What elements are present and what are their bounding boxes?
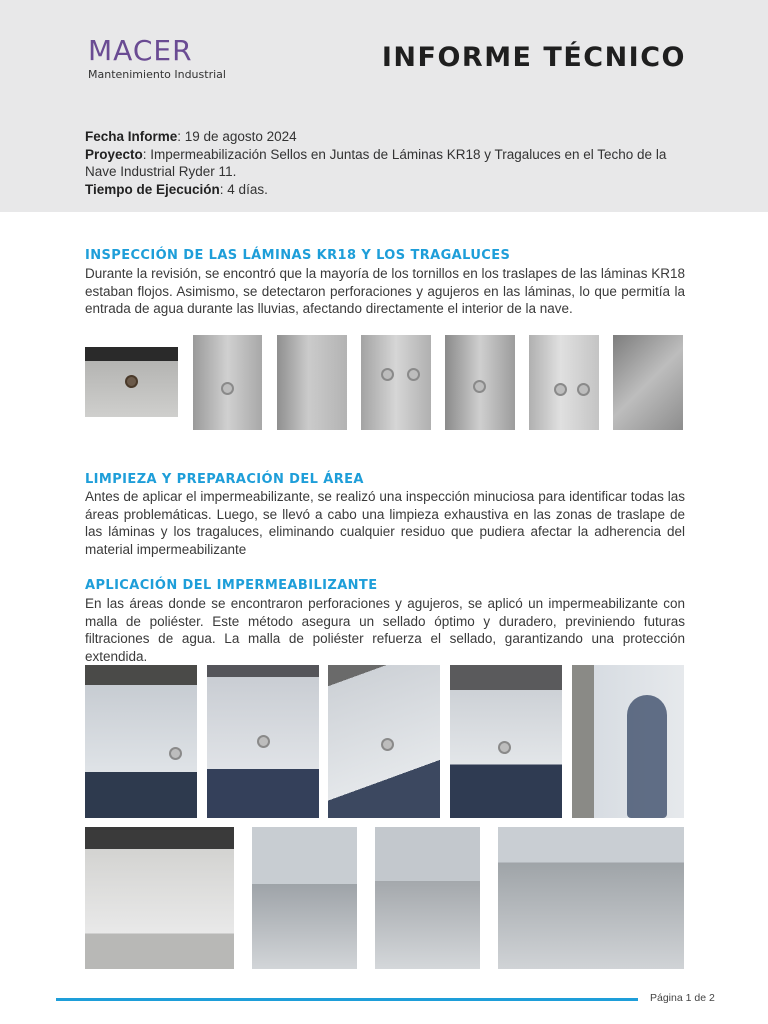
fecha-value: : 19 de agosto 2024 (177, 129, 297, 144)
bolt-icon (169, 747, 182, 760)
proyecto-label: Proyecto (85, 146, 143, 162)
bolt-icon (125, 375, 138, 388)
photo-roof-3 (498, 827, 684, 969)
photo-inspection-2 (193, 335, 262, 430)
bolt-icon (473, 380, 486, 393)
bolt-icon (221, 382, 234, 395)
meta-tiempo (85, 181, 685, 199)
tiempo-value: : 4 días. (219, 181, 268, 197)
company-logo (88, 36, 226, 81)
photo-application-3 (328, 665, 440, 818)
tiempo-label: Tiempo de Ejecución (85, 181, 220, 197)
section-heading-limpieza: LIMPIEZA Y PREPARACIÓN DEL ÁREA (85, 472, 364, 487)
report-header (0, 0, 768, 212)
bolt-icon (381, 368, 394, 381)
bolt-icon (407, 368, 420, 381)
report-meta (85, 128, 685, 198)
bolt-icon (498, 741, 511, 754)
logo-subtitle: Mantenimiento Industrial (88, 68, 226, 81)
section-body-aplicacion: En las áreas donde se encontraron perforaciones y agujeros, se aplicó un impermeabilizante con malla de poliéster. Este método asegura un sellado óptimo y duradero, previniendo futuras filtraciones de agua. La malla de poliéster refuerza el sellado, garantizando una protección extendida. (85, 596, 685, 664)
photo-roof-2 (375, 827, 480, 969)
photo-inspection-5 (445, 335, 515, 430)
document-title: INFORME TÉCNICO (381, 42, 686, 73)
photo-inspection-4 (361, 335, 431, 430)
fecha-label: Fecha Informe (85, 129, 178, 144)
section-body-limpieza: Antes de aplicar el impermeabilizante, se realizó una inspección minuciosa para identificar todas las áreas problemáticas. Luego, se llevó a cabo una limpieza exhaustiva en las zonas de traslape de las láminas y los tragaluces, eliminando cualquier residuo que pudiera afectar la adherencia del material impermeabilizante (85, 489, 685, 557)
meta-proyecto (85, 146, 685, 181)
bolt-icon (554, 383, 567, 396)
section-heading-inspeccion: INSPECCIÓN DE LAS LÁMINAS KR18 Y LOS TRAGALUCES (85, 248, 511, 263)
photo-application-1 (85, 665, 197, 818)
photo-application-2 (207, 665, 319, 818)
photo-inspection-6 (529, 335, 599, 430)
photo-roof-1 (252, 827, 357, 969)
meta-fecha (85, 128, 685, 146)
footer-divider (56, 998, 638, 1001)
bolt-icon (257, 735, 270, 748)
page-number: Página 1 de 2 (650, 992, 715, 1004)
photo-inspection-3 (277, 335, 347, 430)
photo-application-4 (450, 665, 562, 818)
section-heading-aplicacion: APLICACIÓN DEL IMPERMEABILIZANTE (85, 578, 378, 593)
photo-inspection-1 (85, 347, 178, 417)
shadow-shape (627, 695, 667, 818)
photo-application-5 (572, 665, 684, 818)
bolt-icon (577, 383, 590, 396)
logo-name: MACER (88, 34, 193, 67)
proyecto-value: : Impermeabilización Sellos en Juntas de Láminas KR18 y Tragaluces en el Techo de la Nave Industrial Ryder 11. (85, 146, 667, 179)
bolt-icon (381, 738, 394, 751)
section-body-inspeccion: Durante la revisión, se encontró que la mayoría de los tornillos en los traslapes de las láminas KR18 estaban flojos. Asimismo, se detectaron perforaciones y agujeros en las láminas, lo que permitía la entrada de agua durante las lluvias, afectando directamente el interior de la nave. (85, 266, 685, 316)
photo-application-6 (85, 827, 234, 969)
photo-inspection-7 (613, 335, 683, 430)
